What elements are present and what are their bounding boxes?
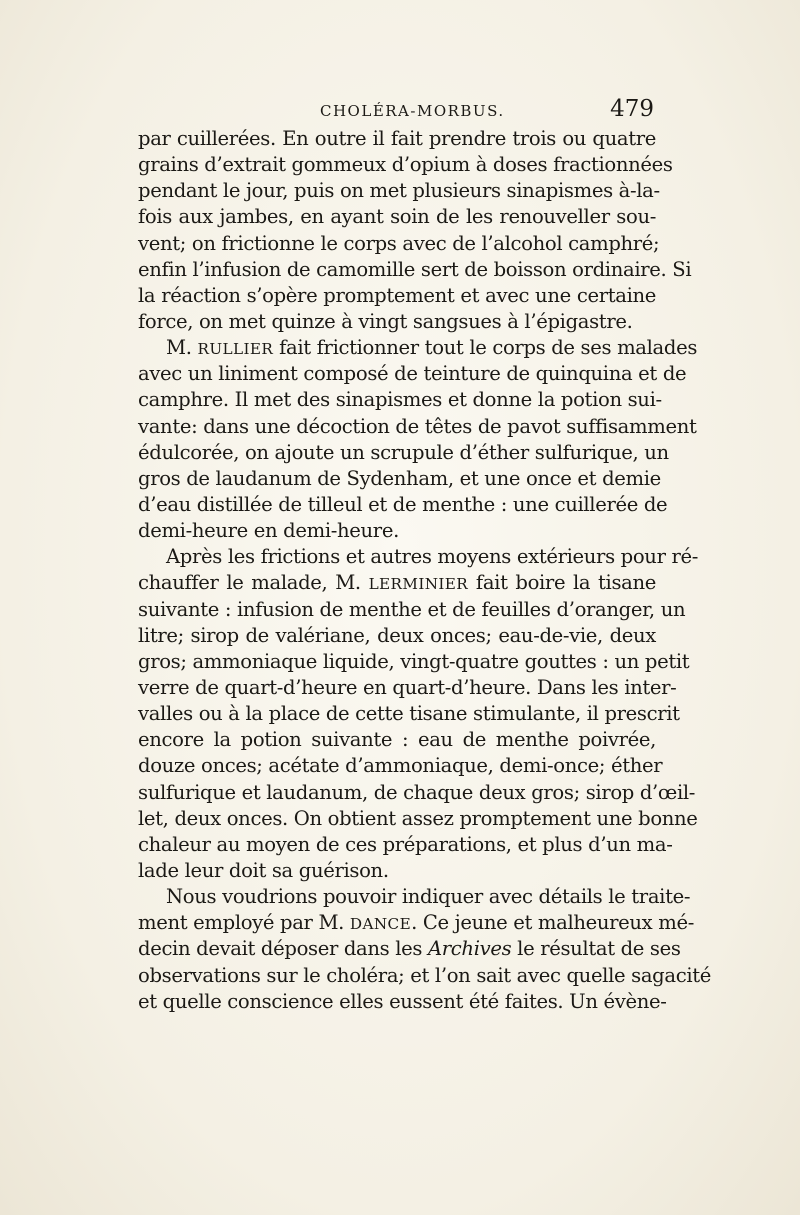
text-segment: gros de laudanum de Sydenham, et une once et demie: [138, 466, 661, 490]
text-segment: camphre. Il met des sinapismes et donne la potion sui-: [138, 388, 662, 412]
body-text: [138, 126, 712, 1015]
text-line: [138, 936, 681, 962]
text-segment: fait frictionner tout le corps de ses malades: [273, 336, 698, 360]
paragraph: [138, 544, 698, 884]
text-segment: ment employé par M.: [138, 911, 350, 935]
text-segment: chaleur au moyen de ces préparations, et plus d’un ma-: [138, 832, 673, 856]
author-name: DANCE: [349, 915, 412, 934]
text-line: [138, 178, 660, 204]
text-segment: observations sur le choléra; et l’on sait avec quelle sagacité: [138, 963, 712, 987]
text-segment: sulfurique et laudanum, de chaque deux gros; sirop d’œil-: [138, 780, 696, 804]
text-segment: let, deux onces. On obtient assez promptement une bonne: [138, 806, 698, 830]
text-segment: force, on met quinze à vingt sangsues à l’épigastre.: [138, 309, 633, 333]
text-line: [138, 989, 667, 1015]
paragraph: [138, 884, 712, 1015]
text-line: [138, 283, 656, 309]
text-line: [138, 806, 698, 832]
text-segment: M.: [166, 336, 198, 360]
text-line: [138, 570, 656, 596]
text-line: [138, 492, 668, 518]
text-line: [138, 963, 712, 989]
text-line: [138, 832, 673, 858]
text-line: [138, 884, 691, 910]
text-segment: par cuillerées. En outre il fait prendre trois ou quatre: [138, 127, 656, 150]
text-segment: Nous voudrions pouvoir indiquer avec détails le traite-: [166, 885, 691, 909]
paragraph: [138, 335, 698, 544]
text-segment: demi-heure en demi-heure.: [138, 519, 399, 543]
text-line: [138, 727, 656, 753]
text-line: [138, 440, 669, 466]
paragraph: [138, 126, 692, 335]
text-line: [138, 152, 673, 178]
text-segment: valles ou à la place de cette tisane stimulante, il prescrit: [138, 702, 680, 726]
text-line: [138, 780, 696, 806]
author-name: RULLIER: [197, 340, 274, 359]
text-segment: Après les frictions et autres moyens extérieurs pour ré-: [166, 545, 698, 569]
text-line: [138, 414, 697, 440]
text-line: [138, 858, 656, 884]
text-segment: gros; ammoniaque liquide, vingt-quatre gouttes : un petit: [138, 649, 690, 673]
text-segment: le résultat de ses: [511, 937, 681, 961]
text-line: [138, 544, 698, 570]
text-segment: fait boire la tisane: [468, 571, 656, 595]
text-line: [138, 204, 656, 230]
text-line: [138, 387, 662, 413]
text-segment: la réaction s’opère promptement et avec une certaine: [138, 283, 656, 307]
text-segment: et quelle conscience elles eussent été faites. Un évène-: [138, 989, 667, 1013]
text-line: [138, 675, 677, 701]
text-line: [138, 753, 663, 779]
text-line: [138, 701, 680, 727]
text-line: [138, 623, 656, 649]
page-number: 479: [610, 96, 654, 122]
text-segment: pendant le jour, puis on met plusieurs sinapismes à-la-: [138, 179, 660, 203]
text-segment: suivante : infusion de menthe et de feuilles d’oranger, un: [138, 597, 686, 621]
text-segment: encore la potion suivante : eau de menthe poivrée,: [138, 728, 656, 752]
text-segment: litre; sirop de valériane, deux onces; eau-de-vie, deux: [138, 623, 656, 647]
text-line: [138, 231, 660, 257]
text-segment: . Ce jeune et malheureux mé-: [411, 911, 694, 935]
text-line: [138, 309, 656, 335]
text-segment: édulcorée, on ajoute un scrupule d’éther sulfurique, un: [138, 440, 669, 464]
text-segment: fois aux jambes, en ayant soin de les renouveller sou-: [138, 205, 656, 229]
page-header: [120, 96, 660, 126]
text-line: [138, 597, 686, 623]
text-line: [138, 257, 692, 283]
italic-title: Archives: [427, 937, 512, 961]
text-segment: avec un liniment composé de teinture de quinquina et de: [138, 362, 687, 386]
text-segment: vante: dans une décoction de têtes de pavot suffisamment: [138, 414, 697, 438]
text-line: [138, 910, 694, 936]
text-segment: decin devait déposer dans les: [138, 937, 428, 961]
text-segment: grains d’extrait gommeux d’opium à doses fractionnées: [138, 153, 673, 177]
text-line: [138, 361, 687, 387]
author-name: LERMINIER: [368, 575, 469, 594]
text-line: [138, 518, 656, 544]
text-line: [138, 126, 656, 152]
running-head: CHOLÉRA-MORBUS.: [320, 102, 505, 120]
text-segment: douze onces; acétate d’ammoniaque, demi-once; éther: [138, 754, 663, 778]
text-segment: lade leur doit sa guérison.: [138, 858, 389, 882]
text-segment: verre de quart-d’heure en quart-d’heure. Dans les inter-: [138, 675, 677, 699]
text-line: [138, 335, 698, 361]
text-segment: d’eau distillée de tilleul et de menthe : une cuillerée de: [138, 492, 668, 516]
text-segment: vent; on frictionne le corps avec de l’alcohol camphré;: [138, 231, 660, 255]
text-line: [138, 466, 661, 492]
text-segment: chauffer le malade, M.: [138, 571, 369, 595]
text-segment: enfin l’infusion de camomille sert de boisson ordinaire. Si: [138, 257, 692, 281]
text-line: [138, 649, 690, 675]
